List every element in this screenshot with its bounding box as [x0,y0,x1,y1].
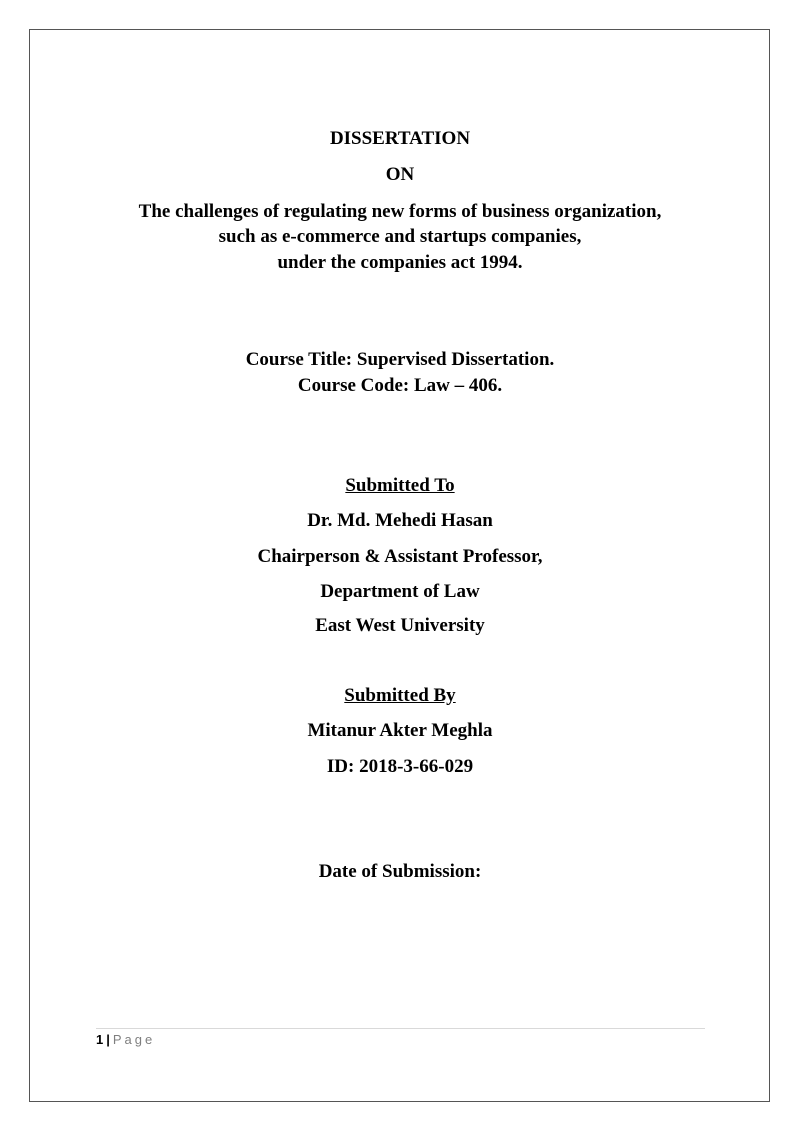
supervisor-name: Dr. Md. Mehedi Hasan [307,510,493,531]
footer-divider [96,1028,705,1029]
student-id: ID: 2018-3-66-029 [326,756,474,777]
dissertation-title-line-2: such as e-commerce and startups companies, [218,226,582,247]
course-title: Course Title: Supervised Dissertation. [245,349,555,370]
dissertation-title-line-3: under the companies act 1994. [277,252,523,273]
student-name: Mitanur Akter Meghla [307,720,493,741]
supervisor-designation: Chairperson & Assistant Professor, [257,546,543,567]
supervisor-university: East West University [315,615,485,636]
submitted-to-heading: Submitted To [345,475,455,496]
page-footer [96,1031,155,1049]
supervisor-department: Department of Law [320,581,480,602]
page-label: Page [112,1032,156,1047]
document-type-heading: DISSERTATION [329,128,471,149]
on-label: ON [385,164,415,185]
footer-separator: | [106,1032,110,1047]
course-code: Course Code: Law – 406. [297,375,503,396]
date-of-submission-label: Date of Submission: [318,861,482,882]
page-number: 1 [96,1032,104,1047]
dissertation-title-line-1: The challenges of regulating new forms of business organization, [138,201,662,222]
submitted-by-heading: Submitted By [344,685,456,706]
